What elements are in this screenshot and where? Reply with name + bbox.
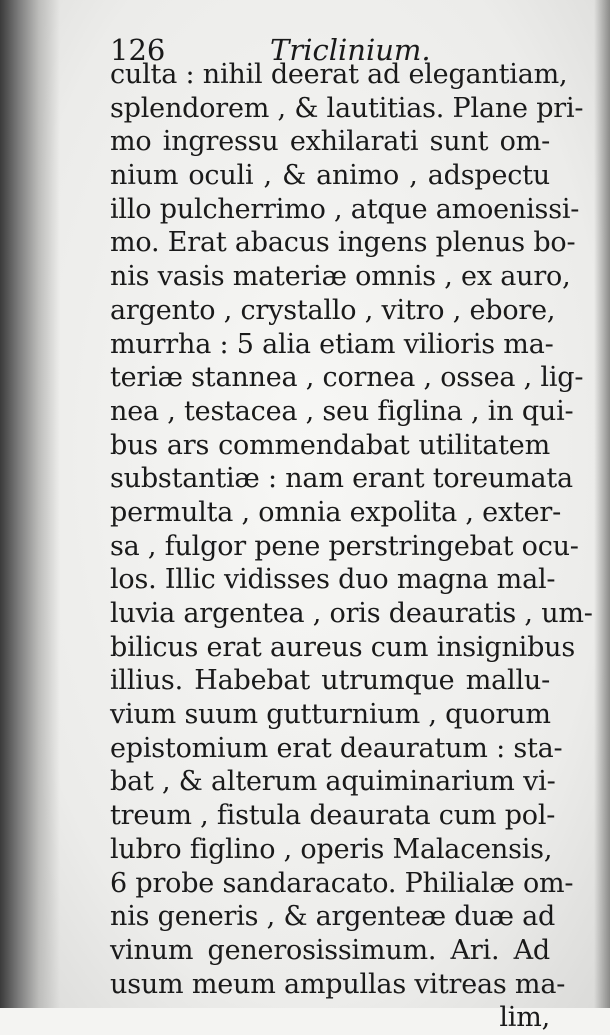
running-title: Triclinium. xyxy=(270,33,431,67)
text-line: culta : nihil deerat ad elegantiam, xyxy=(110,59,568,90)
book-binding-shadow xyxy=(0,0,60,1008)
text-line: nis vasis materiæ omnis , ex auro, xyxy=(110,261,571,293)
text-line: illius. Habebat utrumque mallu- xyxy=(110,665,550,697)
text-line: mo. Erat abacus ingens plenus bo- xyxy=(110,227,576,259)
text-line: nea , testacea , seu figlina , in qui- xyxy=(110,395,574,427)
text-line: argento , crystallo , vitro , ebore, xyxy=(110,294,556,326)
text-line: usum meum ampullas vitreas ma- xyxy=(110,968,566,1000)
text-line: epistomium erat deauratum : sta- xyxy=(110,732,563,764)
text-line: splendorem , & lautitias. Plane pri- xyxy=(110,92,584,124)
text-line: sa , fulgor pene perstringebat ocu- xyxy=(110,530,579,562)
text-line: vinum generosissimum. Ari. Ad xyxy=(110,934,550,966)
text-line: luvia argentea , oris deauratis , um- xyxy=(110,598,593,629)
text-line: vium suum gutturnium , quorum xyxy=(110,699,551,731)
text-line: treum , fistula deaurata cum pol- xyxy=(110,800,556,832)
text-line: bus ars commendabat utilitatem xyxy=(110,429,550,461)
text-line: bat , & alterum aquiminarium vi- xyxy=(110,766,556,798)
text-line: murrha : 5 alia etiam vilioris ma- xyxy=(110,328,554,360)
text-line: 6 probe sandaracato. Philialæ om- xyxy=(110,867,574,899)
text-line: mo ingressu exhilarati sunt om- xyxy=(110,126,550,158)
text-line: substantiæ : nam erant toreumata xyxy=(110,463,573,495)
text-line: bilicus erat aureus cum insignibus xyxy=(110,631,576,663)
text-line: nis generis , & argenteæ duæ ad xyxy=(110,901,556,933)
body-text xyxy=(110,58,593,1035)
text-line: teriæ stannea , cornea , ossea , lig- xyxy=(110,362,584,394)
text-line: nium oculi , & animo , adspectu xyxy=(110,160,550,192)
text-line: permulta , omnia expolita , exter- xyxy=(110,496,562,528)
text-line: los. Illic vidisses duo magna mal- xyxy=(110,564,556,596)
page-number: 126 xyxy=(110,33,166,67)
text-line: lim, xyxy=(499,1002,550,1034)
text-line: illo pulcherrimo , atque amoenissi- xyxy=(110,193,580,225)
text-line: lubro figlino , operis Malacensis, xyxy=(110,833,553,865)
page-edge-shadow xyxy=(594,0,610,1008)
